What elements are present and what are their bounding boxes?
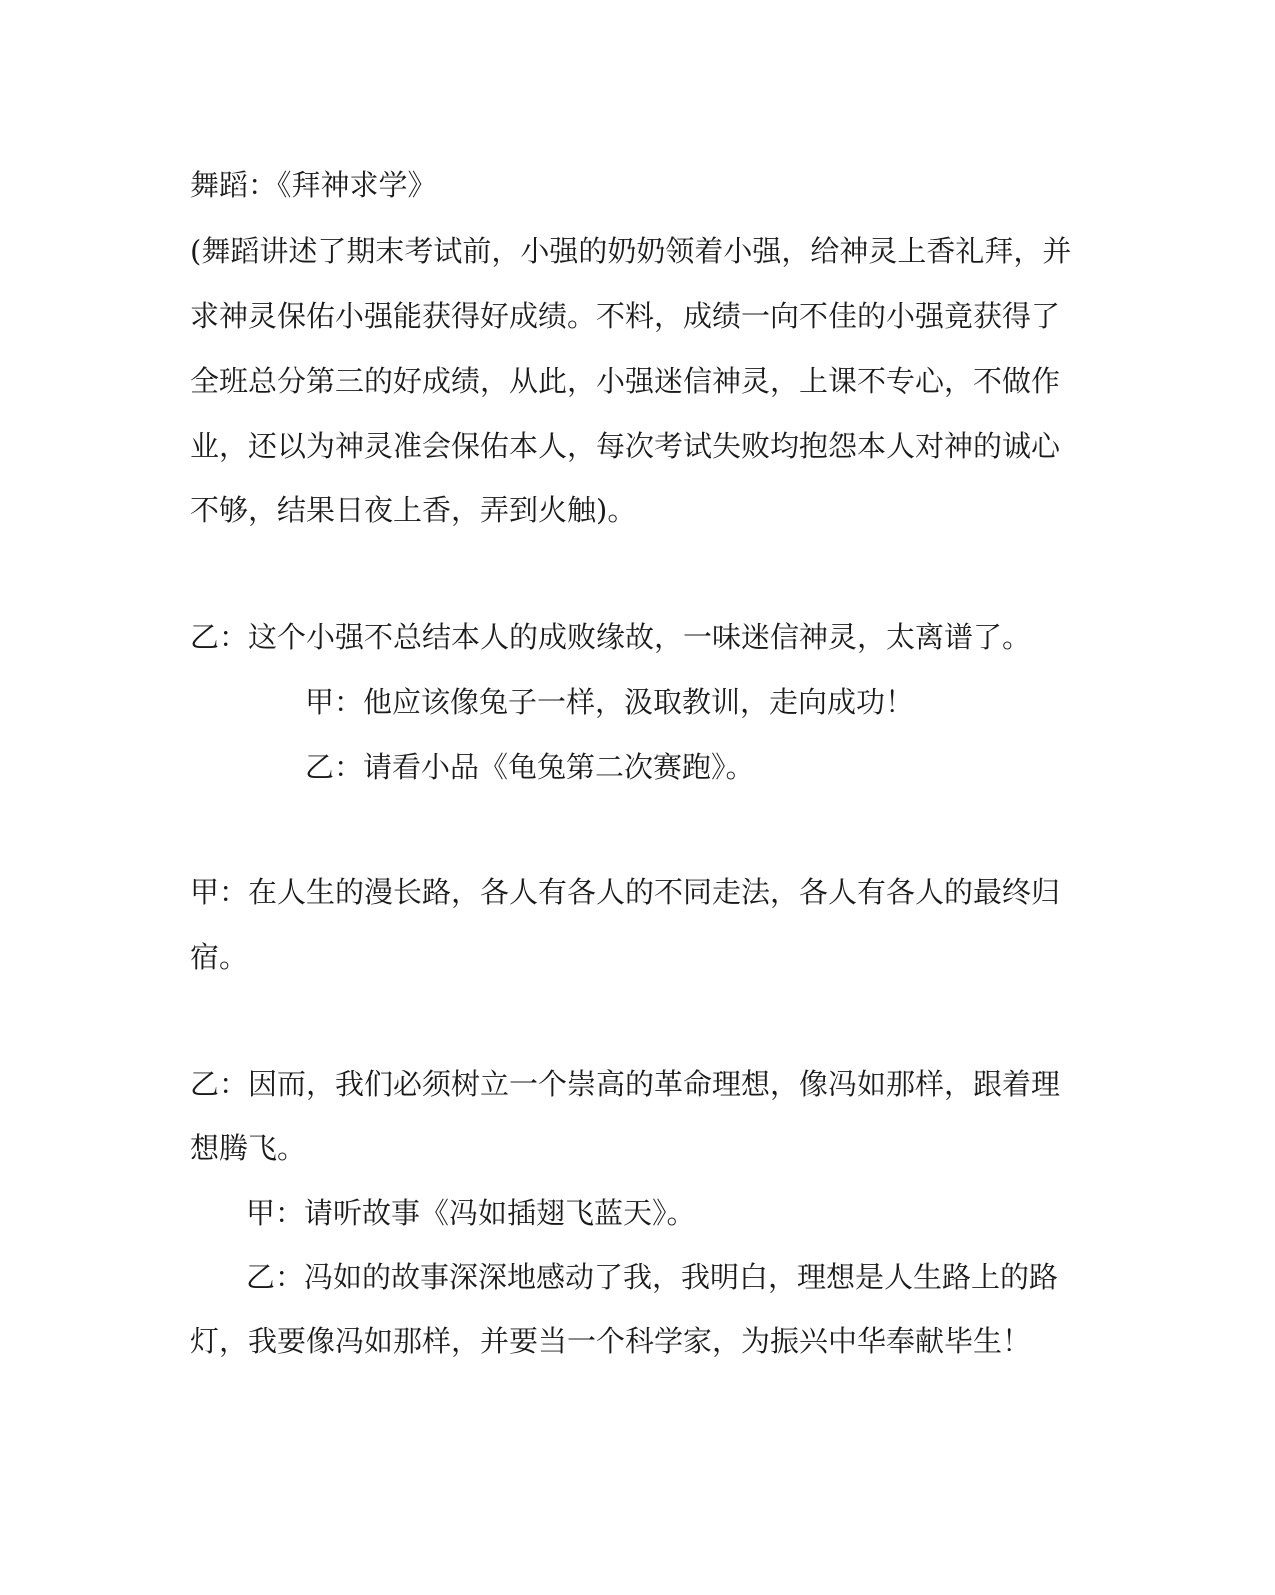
- dialogue-line-yi-1: 乙：这个小强不总结本人的成败缘故，一味迷信神灵，太离谱了。: [190, 620, 1032, 654]
- dance-title: 舞蹈：《拜神求学》: [190, 168, 437, 202]
- dance-description-line-4: 业，还以为神灵准会保佑本人，每次考试失败均抱怨本人对神的诚心: [190, 429, 1061, 463]
- dialogue-line-yi-3: 乙：因而，我们必须树立一个崇高的革命理想，像冯如那样，跟着理: [190, 1067, 1061, 1101]
- dialogue-line-jia-2: 甲：在人生的漫长路，各人有各人的不同走法，各人有各人的最终归: [190, 875, 1061, 909]
- dance-description-line-1: (舞蹈讲述了期末考试前，小强的奶奶领着小强，给神灵上香礼拜，并: [190, 234, 1072, 268]
- dialogue-line-jia-2-cont: 宿。: [190, 940, 249, 974]
- dance-description-line-3: 全班总分第三的好成绩，从此，小强迷信神灵，上课不专心，不做作: [190, 364, 1061, 398]
- dialogue-line-jia-1: 甲：他应该像兔子一样，汲取教训，走向成功！: [305, 685, 915, 719]
- dialogue-line-jia-3: 甲：请听故事《冯如插翅飞蓝天》。: [246, 1196, 696, 1230]
- dance-description-line-5: 不够，结果日夜上香，弄到火触)。: [190, 493, 637, 527]
- dance-description-line-2: 求神灵保佑小强能获得好成绩。不料，成绩一向不佳的小强竟获得了: [190, 299, 1061, 333]
- dialogue-line-yi-3-cont: 想腾飞。: [190, 1131, 307, 1165]
- dialogue-line-yi-4: 乙：冯如的故事深深地感动了我，我明白，理想是人生路上的路: [246, 1260, 1059, 1294]
- dialogue-line-yi-2: 乙：请看小品《龟兔第二次赛跑》。: [305, 750, 755, 784]
- dialogue-line-yi-4-cont: 灯，我要像冯如那样，并要当一个科学家，为振兴中华奉献毕生！: [190, 1324, 1032, 1358]
